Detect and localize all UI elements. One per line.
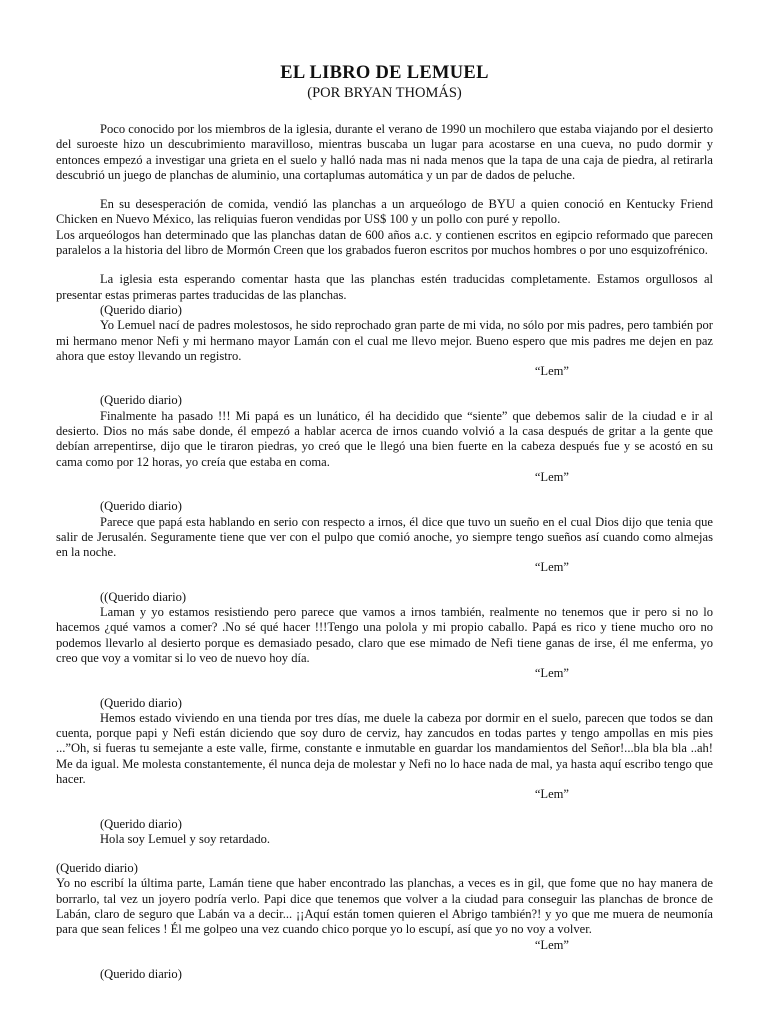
diary-header: (Querido diario): [100, 302, 182, 317]
diary-header: (Querido diario): [100, 393, 182, 408]
diary-header: (Querido diario): [100, 499, 182, 514]
intro-paragraph-2: En su desesperación de comida, vendió las planchas a un arqueólogo de BYU a quien conoció en Kentucky Friend Chicken en Nuevo México, las reliquias fueron vendidas por US$ 100 y un pollo con puré y repollo.: [56, 197, 713, 227]
diary-entry-5: Hemos estado viviendo en una tienda por tres días, me duele la cabeza por dormir en el suelo, parecen que todos se dan cuenta, porque papi y Nefi están diciendo que soy duro de cerviz, hay zancudos en todas partes y tengo ampollas en mis pies ...”Oh, si fueras tu semejante a este valle, firme, constante e inmutable en guardar los mandamientos del Señor!...bla bla bla ..ah! Me da igual. Me molesta constantemente, él nunca deja de molestar y Nefi no lo hace nada de mal, ya hasta aquí escribo tengo que hacer.: [56, 710, 713, 786]
intro-paragraph-3: Los arqueólogos han determinado que las planchas datan de 600 años a.c. y contienen escritos en egipcio reformado que parecen paralelos a la historia del libro de Mormón Creen que los grabados fueron escritos por muchos hombres o por uno esquizofrénico.: [56, 227, 713, 258]
diary-header: (Querido diario): [100, 816, 182, 831]
intro-paragraph-4: La iglesia esta esperando comentar hasta que las planchas estén traducidas completamente. Estamos orgullosos al presentar estas primeras partes traducidas de las planchas.: [56, 272, 713, 302]
diary-entry-6: Hola soy Lemuel y soy retardado.: [100, 831, 271, 846]
signature: “Lem”: [534, 937, 569, 952]
intro-paragraph-1: Poco conocido por los miembros de la iglesia, durante el verano de 1990 un mochilero que estaba viajando por el desierto del suroeste hizo un descubrimiento maravilloso, mientras buscaba un lugar para acostarse en una cueva, no pudo dormir y entonces empezó a investigar una grieta en el suelo y halló nada mas ni nada menos que la tapa de una caja de piedra, al retirarla descubrió un juego de planchas de aluminio, una cortaplumas automática y un par de dados de peluche.: [56, 122, 713, 182]
signature: “Lem”: [534, 787, 569, 802]
diary-entry-1: Yo Lemuel nací de padres molestosos, he sido reprochado gran parte de mi vida, no sólo por mis padres, pero también por mi hermano menor Nefi y mi hermano mayor Lamán con el cual me llevo mejor. Bueno espero que mis padres me dejen en paz ahora que estoy llevando un registro.: [56, 318, 713, 363]
signature: “Lem”: [534, 560, 569, 575]
diary-entry-2: Finalmente ha pasado !!! Mi papá es un lunático, él ha decidido que “siente” que debemos salir de la ciudad e ir al desierto. Dios no más sabe donde, él empezó a hablar acerca de irnos cuando volvió a la casa después de gritar a la gente que debían arrepentirse, dijo que le tiraron piedras, yo creó que le llegó una bien fuerte en la cabeza después fue y se acostó en su cama como por 12 horas, yo creía que estaba en coma.: [56, 408, 713, 469]
diary-header: (Querido diario): [100, 695, 182, 710]
diary-header: ((Querido diario): [100, 589, 187, 604]
document-body: [56, 122, 713, 982]
diary-header: (Querido diario): [100, 966, 182, 981]
diary-entry-7: Yo no escribí la última parte, Lamán tiene que haber encontrado las planchas, a veces es in gil, que fome que no hay manera de borrarlo, tal vez un joyero podría verlo. Papi dice que tenemos que volver a la ciudad para conseguir las planchas de bronce de Labán, claro de seguro que Labán va a decir... ¡¡Aquí están tomen quieren el Abrigo también?! y yo que me muera de neumonía para que sean felices ! Él me golpeo una vez cuando chico porque yo lo escupí, así que yo no voy a volver.: [56, 876, 713, 937]
signature: “Lem”: [534, 666, 569, 681]
diary-entry-4: Laman y yo estamos resistiendo pero parece que vamos a irnos también, realmente no tenemos que ir pero si no lo hacemos ¿qué vamos a comer? .No sé qué hacer !!!Tengo una polola y mi propio caballo. Papá es rico y tiene mucho oro no podemos llevarlo al desierto porque es demasiado pesado, claro que ese mimado de Nefi tiene ganas de irse, él me enferma, yo creo que voy a vomitar si lo veo de nuevo hoy día.: [56, 605, 713, 665]
document-page: [56, 62, 713, 982]
signature: “Lem”: [534, 364, 569, 379]
diary-header: (Querido diario): [56, 861, 138, 876]
diary-entry-3: Parece que papá esta hablando en serio con respecto a irnos, él dice que tuvo un sueño en el cual Dios dijo que tenia que salir de Jerusalén. Seguramente tiene que ver con el pulpo que comió anoche, yo siempre tengo sueños así cuando como almejas en la noche.: [56, 514, 713, 560]
document-title: EL LIBRO DE LEMUEL: [280, 63, 489, 83]
signature: “Lem”: [534, 469, 569, 484]
document-subtitle: (POR BRYAN THOMÁS): [307, 85, 462, 101]
